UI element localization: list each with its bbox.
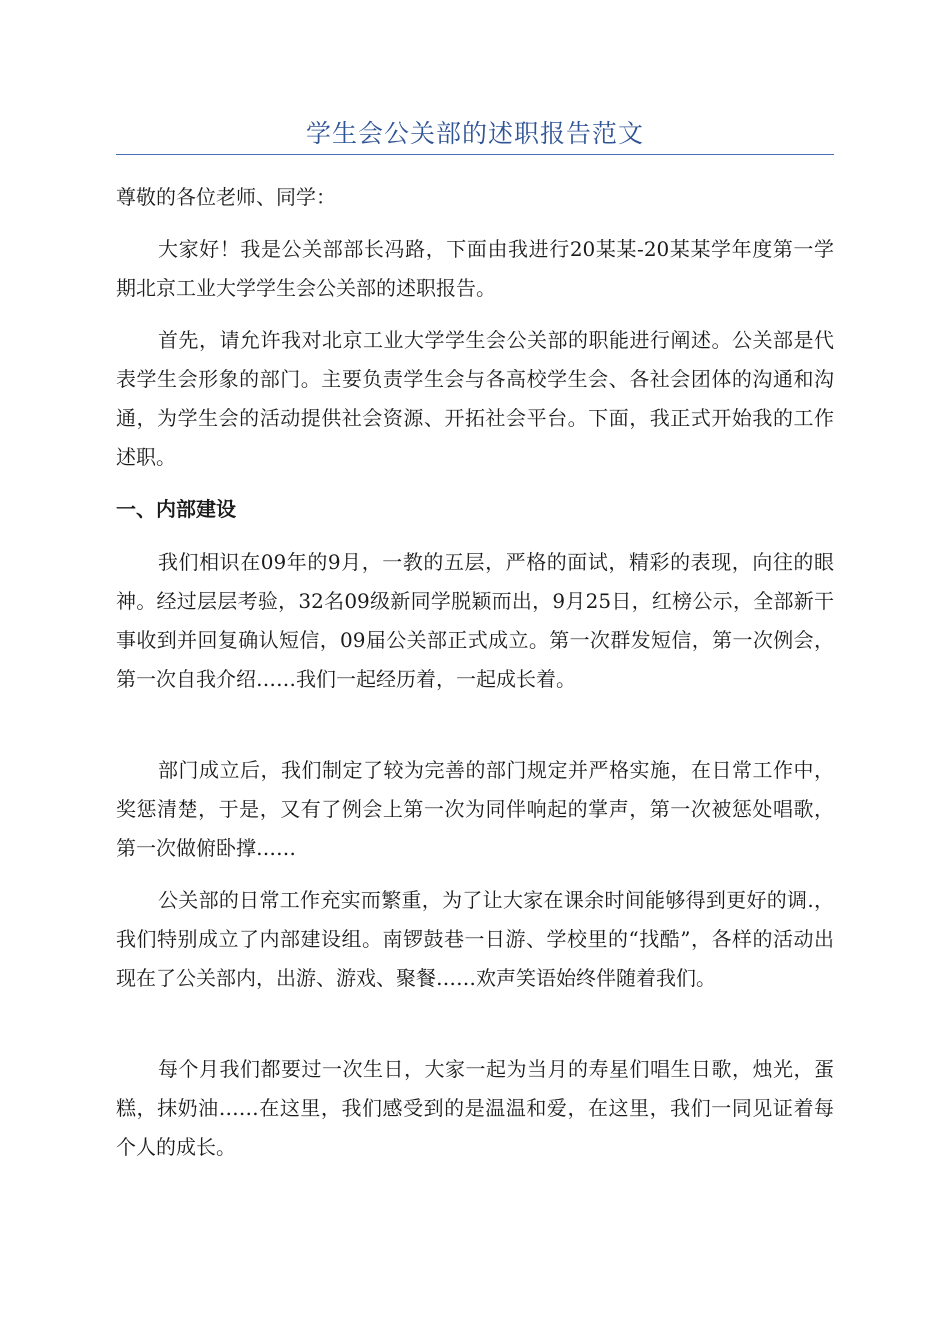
paragraph-function: 首先，请允许我对北京工业大学学生会公关部的职能进行阐述。公关部是代表学生会形象的部门。主要负责学生会与各高校学生会、各社会团体的沟通和沟通，为学生会的活动提供社会资源、开拓社会平台。下面，我正式开始我的工作述职。 [116,328,834,469]
paragraph-rules: 部门成立后，我们制定了较为完善的部门规定并严格实施，在日常工作中，奖惩清楚，于是，又有了例会上第一次为同伴响起的掌声，第一次被惩处唱歌，第一次做俯卧撑…… [116,758,834,860]
paragraph-activities: 公关部的日常工作充实而繁重，为了让大家在课余时间能够得到更好的调.，我们特别成立了内部建设组。南锣鼓巷一日游、学校里的“找酷”，各样的活动出现在了公关部内，出游、游戏、聚餐……欢声笑语始终伴随着我们。 [116,888,834,990]
section-heading-internal-building: 一、内部建设 [116,497,236,521]
greeting: 尊敬的各位老师、同学： [116,185,336,209]
document-title: 学生会公关部的述职报告范文 [305,119,644,148]
paragraph-birthdays: 每个月我们都要过一次生日，大家一起为当月的寿星们唱生日歌，烛光，蛋糕，抹奶油……在这里，我们感受到的是温温和爱，在这里，我们一同见证着每个人的成长。 [116,1057,834,1159]
paragraph-intro: 大家好！我是公关部部长冯路，下面由我进行20某某-20某某学年度第一学期北京工业大学学生会公关部的述职报告。 [116,237,834,300]
title-underline [116,154,834,155]
paragraph-meeting: 我们相识在09年的9月，一教的五层，严格的面试，精彩的表现，向往的眼神。经过层层考验，32名09级新同学脱颖而出，9月25日，红榜公示，全部新干事收到并回复确认短信，09届公关部正式成立。第一次群发短信，第一次例会，第一次自我介绍……我们一起经历着，一起成长着。 [116,550,834,691]
